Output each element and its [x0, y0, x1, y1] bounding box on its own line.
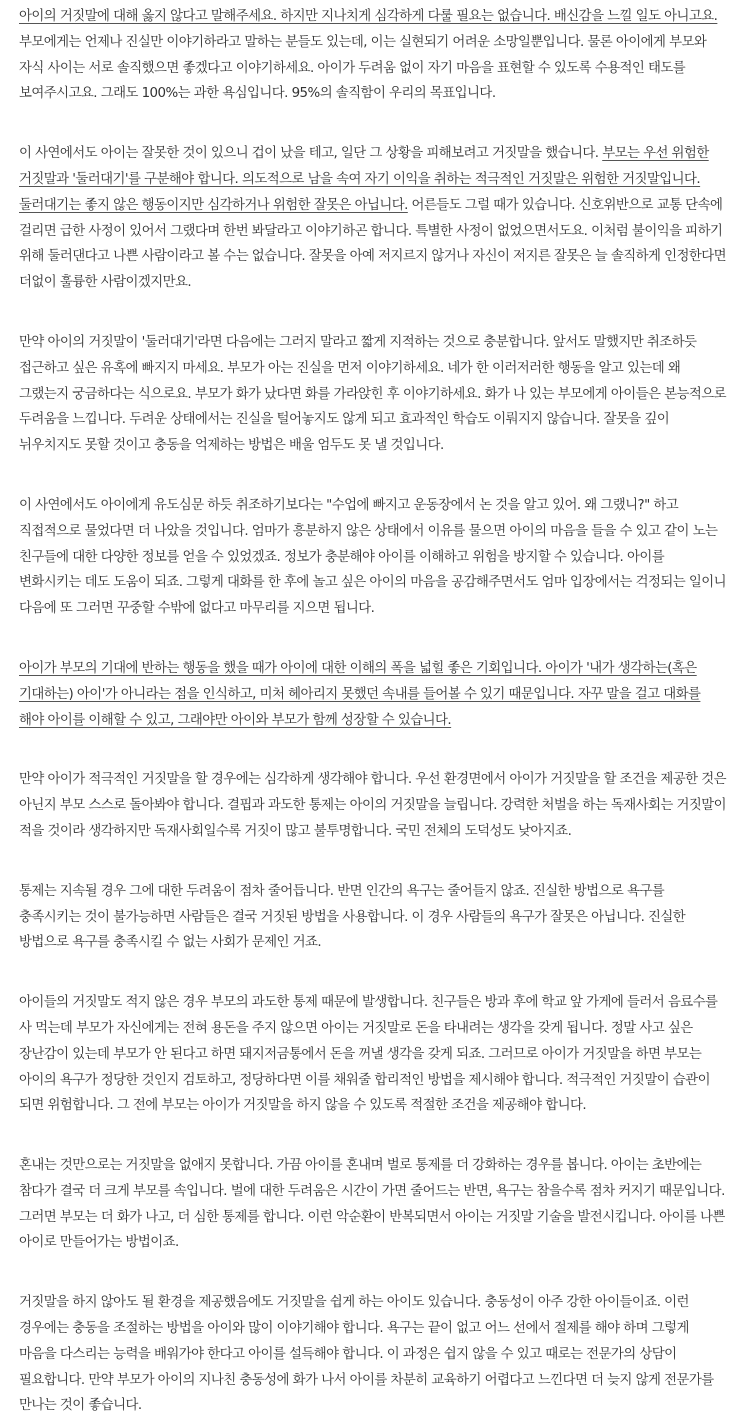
paragraph-text: 어른들도 그럴 때가 있습니다. 신호위반으로 교통 단속에 걸리면 급한 사정이 있어서 그랬다며 한번 봐달라고 이야기하곤 합니다. 특별한 사정이 없었으면서도요. 이처럼 불이익을 피하기 위해 둘러댄다고 나쁜 사람이라고 볼 수는 없습니다. 잘못을 아예 저지르지 않거나 자신이 저지른 잘못은 늘 솔직하게 인정한다면 더없이 훌륭한 사람이겠지만요.: [19, 197, 727, 291]
underlined-text: 아이가 부모의 기대에 반하는 행동을 했을 때가 아이에 대한 이해의 폭을 넓힐 좋은 기회입니다. 아이가 '내가 생각하는(혹은 기대하는) 아이'가 아니라는 점을 인식하고, 미처 헤아리지 못했던 속내를 들어볼 수 있기 때문입니다. 자꾸 말을 걸고 대화를 해야 아이를 이해할 수 있고, 그래야만 아이와 부모가 함께 성장할 수 있습니다.: [19, 660, 701, 728]
paragraph-text: 만약 아이가 적극적인 거짓말을 할 경우에는 심각하게 생각해야 합니다. 우선 환경면에서 아이가 거짓말을 할 조건을 제공한 것은 아닌지 부모 스스로 돌아봐야 합니다. 결핍과 과도한 통제는 아이의 거짓말을 늘립니다. 강력한 처벌을 하는 독재사회는 거짓말이 적을 것이라 생각하지만 독재사회일수록 거짓이 많고 불투명합니다. 국민 전체의 도덕성도 낮아지죠.: [19, 772, 727, 839]
paragraph-text: 만약 아이의 거짓말이 '둘러대기'라면 다음에는 그러지 말라고 짧게 지적하는 것으로 충분합니다. 앞서도 말했지만 취조하듯 접근하고 싶은 유혹에 빠지지 마세요. 부모가 아는 진실을 먼저 이야기하세요. 네가 한 이러저러한 행동을 알고 있는데 왜 그랬는지 궁금하다는 식으로요. 부모가 화가 났다면 화를 가라앉힌 후 이야기하세요. 화가 나 있는 부모에게 아이들은 본능적으로 두려움을 느낍니다. 두려운 상태에서는 진실을 털어놓지도 않게 되고 효과적인 학습도 이뤄지지 않습니다. 잘못을 깊이 뉘우치지도 못할 것이고 충동을 억제하는 방법은 배울 엄두도 못 낼 것입니다.: [19, 334, 727, 454]
paragraph-text: 혼내는 것만으로는 거짓말을 없애지 못합니다. 가끔 아이를 혼내며 벌로 통제를 더 강화하는 경우를 봅니다. 아이는 초반에는 참다가 결국 더 크게 부모를 속입니다. 벌에 대한 두려움은 시간이 가면 줄어드는 반면, 욕구는 참을수록 점차 커지기 때문입니다. 그러면 부모는 더 화가 나고, 더 심한 통제를 합니다. 이런 악순환이 반복되면서 아이는 거짓말 기술을 발전시킵니다. 아이를 나쁜 아이로 만들어가는 방법이죠.: [19, 1158, 725, 1251]
underlined-text: 부모는 우선 위험한 거짓말과 '둘러대기'를 구분해야 합니다. 의도적으로 남을 속여 자기 이익을 취하는 적극적인 거짓말은 위험한 거짓말입니다. 둘러대기는 좋지 않은 행동이지만 심각하거나 위험한 잘못은 아닙니다.: [19, 146, 709, 213]
article-paragraph: [19, 4, 727, 107]
article-paragraph: [19, 656, 727, 733]
paragraph-text: 아이들의 거짓말도 적지 않은 경우 부모의 과도한 통제 때문에 발생합니다. 친구들은 방과 후에 학교 앞 가게에 들러서 음료수를 사 먹는데 부모가 자신에게는 전혀 용돈을 주지 않으면 아이는 거짓말로 돈을 타내려는 생각을 갖게 됩니다. 정말 사고 싶은 장난감이 있는데 부모가 안 된다고 하면 돼지저금통에서 돈을 꺼낼 생각을 갖게 되죠. 그러므로 아이가 거짓말을 하면 부모는 아이의 욕구가 정당한 것인지 검토하고, 정당하다면 이를 채워줄 합리적인 방법을 제시해야 합니다. 적극적인 거짓말이 습관이 되면 위험합니다. 그 전에 부모는 아이가 거짓말을 하지 않을 수 있도록 적절한 조건을 제공해야 합니다.: [19, 995, 718, 1114]
paragraph-text: 거짓말을 하지 않아도 될 환경을 제공했음에도 거짓말을 쉽게 하는 아이도 있습니다. 충동성이 아주 강한 아이들이죠. 이런 경우에는 충동을 조절하는 방법을 아이와 많이 이야기해야 합니다. 욕구는 끝이 없고 어느 선에서 절제를 해야 하며 그렇게 마음을 다스리는 능력을 배워가야 한다고 아이를 설득해야 합니다. 이 과정은 쉽지 않을 수 있고 때로는 전문가의 상담이 필요합니다. 만약 부모가 아이의 지나친 충동성에 화가 나서 아이를 차분히 교육하기 어렵다고 느낀다면 더 늦지 않게 전문가를 만나는 것이 좋습니다.: [19, 1295, 714, 1414]
article-paragraph: [19, 990, 727, 1119]
paragraph-text: 통제는 지속될 경우 그에 대한 두려움이 점차 줄어듭니다. 반면 인간의 욕구는 줄어들지 않죠. 진실한 방법으로 욕구를 충족시키는 것이 불가능하면 사람들은 결국 거짓된 방법을 사용합니다. 이 경우 사람들의 욕구가 잘못은 아닙니다. 진실한 방법으로 욕구를 충족시킬 수 없는 사회가 문제인 거죠.: [19, 883, 686, 951]
article-body: [19, 4, 727, 1419]
article-paragraph: [19, 767, 727, 844]
paragraph-text: 이 사연에서도 아이에게 유도심문 하듯 취조하기보다는 "수업에 빠지고 운동장에서 논 것을 알고 있어. 왜 그랬니?" 하고 직접적으로 물었다면 더 나았을 것입니다. 엄마가 흥분하지 않은 상태에서 이유를 물으면 아이의 마음을 들을 수 있고 같이 노는 친구들에 대한 다양한 정보를 얻을 수 있었겠죠. 정보가 충분해야 아이를 이해하고 위험을 방지할 수 있습니다. 아이를 변화시키는 데도 도움이 되죠. 그렇게 대화를 한 후에 놀고 싶은 아이의 마음을 공감해주면서도 엄마 입장에서는 걱정되는 일이니 다음에 또 그러면 꾸중할 수밖에 없다고 마무리를 지으면 됩니다.: [19, 497, 727, 617]
article-paragraph: [19, 330, 727, 459]
article-paragraph: [19, 1290, 727, 1419]
article-paragraph: [19, 879, 727, 956]
paragraph-text: 이 사연에서도 아이는 잘못한 것이 있으니 겁이 났을 테고, 일단 그 상황을 피해보려고 거짓말을 했습니다.: [19, 146, 603, 162]
article-paragraph: [19, 141, 727, 296]
underlined-text: 아이의 거짓말에 대해 옳지 않다고 말해주세요. 하지만 지나치게 심각하게 다룰 필요는 없습니다. 배신감을 느낄 일도 아니고요.: [19, 9, 718, 24]
article-paragraph: [19, 493, 727, 622]
paragraph-text: 부모에게는 언제나 진실만 이야기하라고 말하는 분들도 있는데, 이는 실현되기 어려운 소망일뿐입니다. 물론 아이에게 부모와 자식 사이는 서로 솔직했으면 좋겠다고 이야기하세요. 아이가 두려움 없이 자기 마음을 표현할 수 있도록 수용적인 태도를 보여주시고요. 그래도 100%는 과한 욕심입니다. 95%의 솔직함이 우리의 목표입니다.: [19, 34, 707, 102]
article-paragraph: [19, 1153, 727, 1256]
